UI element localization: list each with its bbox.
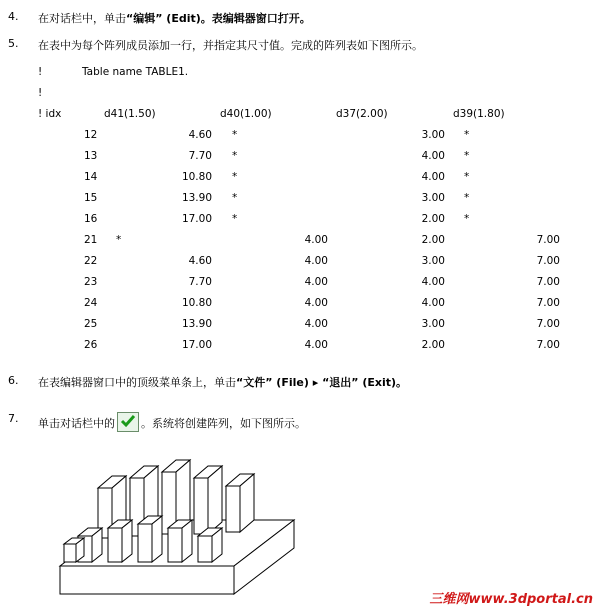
table-cell-d41: 7.70 (188, 150, 212, 162)
table-cell-d40: * (232, 150, 238, 162)
table-cell-extra: 7.00 (536, 339, 560, 351)
table-cell-extra: * (464, 150, 470, 162)
step-number: 5. (8, 37, 19, 50)
table-cell-d37: 4.00 (304, 276, 328, 288)
table-cell-d37: 4.00 (304, 255, 328, 267)
table-cell-idx: 26 (84, 339, 98, 351)
array-result-figure (58, 448, 298, 601)
table-cell-d41: * (116, 234, 122, 246)
step-number: 4. (8, 10, 19, 23)
watermark: 三维网www.3dportal.cn (429, 592, 593, 607)
table-cell-d39: 2.00 (421, 234, 445, 246)
step-text: 单击对话栏中的 。系统将创建阵列，如下图所示。 (38, 412, 306, 432)
step-text: 在表编辑器窗口中的顶级菜单条上，单击“文件” (File) ▸ “退出” (Exit)。 (38, 376, 408, 389)
table-cell-d37: 4.00 (304, 318, 328, 330)
table-comment: ! (38, 87, 43, 99)
table-cell-extra: 7.00 (536, 255, 560, 267)
table-cell-extra: 7.00 (536, 297, 560, 309)
table-cell-extra: 7.00 (536, 234, 560, 246)
step-text: 在表中为每个阵列成员添加一行，并指定其尺寸值。完成的阵列表如下图所示。 (38, 39, 423, 52)
table-cell-d41: 10.80 (181, 171, 212, 183)
table-cell-d39: 4.00 (421, 171, 445, 183)
table-header-d37: d37(2.00) (336, 108, 388, 120)
step-text: 在对话栏中，单击“编辑” (Edit)。表编辑器窗口打开。 (38, 12, 311, 25)
table-cell-d40: * (232, 213, 238, 225)
table-cell-d39: 3.00 (421, 318, 445, 330)
table-cell-d39: 3.00 (421, 129, 445, 141)
table-cell-idx: 21 (84, 234, 98, 246)
step-number: 6. (8, 374, 19, 387)
table-cell-idx: 12 (84, 129, 98, 141)
table-cell-extra: 7.00 (536, 276, 560, 288)
table-cell-idx: 24 (84, 297, 98, 309)
table-cell-d39: 3.00 (421, 255, 445, 267)
table-cell-d39: 4.00 (421, 276, 445, 288)
table-cell-d39: 2.00 (421, 339, 445, 351)
table-cell-d40: * (232, 129, 238, 141)
table-cell-d41: 17.00 (181, 213, 212, 225)
step-number: 7. (8, 412, 19, 425)
table-cell-d37: 4.00 (304, 297, 328, 309)
checkmark-icon (117, 412, 139, 432)
table-cell-idx: 23 (84, 276, 98, 288)
table-cell-d39: 2.00 (421, 213, 445, 225)
table-cell-idx: 25 (84, 318, 98, 330)
table-cell-d40: * (232, 192, 238, 204)
table-cell-idx: 22 (84, 255, 98, 267)
table-cell-d41: 10.80 (181, 297, 212, 309)
table-cell-extra: 7.00 (536, 318, 560, 330)
table-header-d40: d40(1.00) (220, 108, 272, 120)
table-cell-d39: 4.00 (421, 297, 445, 309)
table-comment: ! (38, 66, 43, 78)
table-cell-extra: * (464, 192, 470, 204)
table-cell-idx: 14 (84, 171, 98, 183)
table-cell-extra: * (464, 171, 470, 183)
table-cell-d41: 13.90 (181, 192, 212, 204)
table-cell-extra: * (464, 129, 470, 141)
table-cell-d37: 4.00 (304, 339, 328, 351)
table-cell-d39: 3.00 (421, 192, 445, 204)
table-cell-d41: 17.00 (181, 339, 212, 351)
table-cell-d37: 4.00 (304, 234, 328, 246)
table-header-d41: d41(1.50) (104, 108, 156, 120)
table-cell-d39: 4.00 (421, 150, 445, 162)
table-cell-extra: * (464, 213, 470, 225)
pattern-3d-model (58, 448, 298, 598)
table-cell-idx: 13 (84, 150, 98, 162)
table-cell-d40: * (232, 171, 238, 183)
table-name: Table name TABLE1. (82, 66, 189, 78)
table-cell-d41: 4.60 (188, 129, 212, 141)
table-cell-d41: 4.60 (188, 255, 212, 267)
table-cell-idx: 15 (84, 192, 98, 204)
table-cell-idx: 16 (84, 213, 98, 225)
table-cell-d41: 7.70 (188, 276, 212, 288)
table-header-idx: ! idx (38, 108, 62, 120)
table-cell-d41: 13.90 (181, 318, 212, 330)
table-header-d39: d39(1.80) (453, 108, 505, 120)
